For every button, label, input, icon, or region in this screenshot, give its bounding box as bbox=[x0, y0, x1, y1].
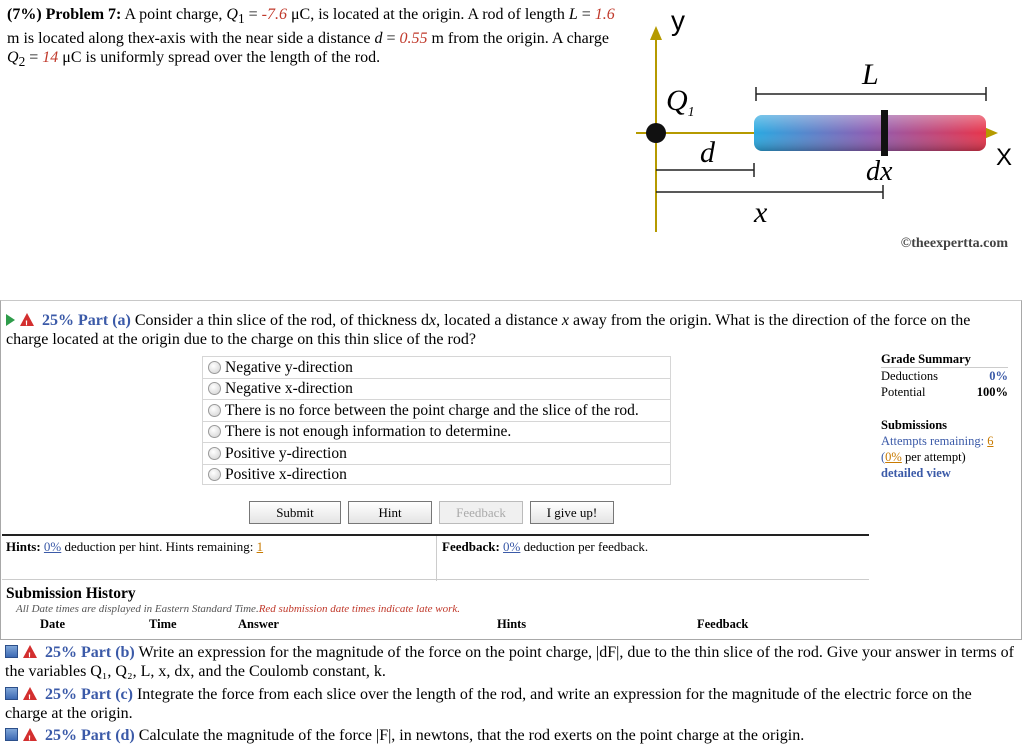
L-diagram-label: L bbox=[862, 58, 879, 91]
feedback-info bbox=[442, 539, 648, 555]
hints-pct: 0% bbox=[43, 539, 62, 554]
q1-symbol: Q bbox=[226, 6, 238, 23]
q1-value: -7.6 bbox=[261, 6, 287, 23]
part-b bbox=[5, 643, 1015, 681]
option-positive-x[interactable] bbox=[202, 464, 671, 486]
submit-button[interactable]: Submit bbox=[249, 501, 341, 524]
radio-button[interactable] bbox=[208, 468, 221, 481]
q2-sub: 2 bbox=[18, 54, 26, 70]
paren-open: ( bbox=[881, 450, 886, 464]
warning-icon bbox=[23, 645, 37, 658]
L-symbol: L bbox=[568, 6, 578, 23]
radio-button[interactable] bbox=[208, 404, 221, 417]
feedback-text: deduction per feedback. bbox=[523, 539, 649, 554]
option-label: Negative x-direction bbox=[225, 380, 353, 398]
problem-text-5: m from the origin. bbox=[431, 29, 549, 47]
problem-text-2: μC, is located at the origin. A rod of length bbox=[290, 6, 565, 23]
action-buttons bbox=[249, 501, 614, 524]
q1-diagram-label: $Q_1$ bbox=[666, 84, 695, 120]
history-note-text: All Date times are displayed in Eastern Standard Time. bbox=[16, 603, 259, 615]
col-date: Date bbox=[40, 617, 65, 631]
problem-text-7: μC is uniformly spread over the length of the rod. bbox=[62, 49, 381, 67]
part-d-text: Calculate the magnitude of the force |F|, in newtons, that the rod exerts on the point charge at the origin. bbox=[138, 727, 805, 744]
problem-text-1: A point charge, bbox=[124, 6, 223, 23]
problem-text-4: -axis with the near side a distance bbox=[154, 29, 371, 47]
problem-header: (7%) Problem 7: bbox=[7, 6, 122, 23]
problem-text bbox=[7, 5, 627, 72]
history-title: Submission History bbox=[6, 585, 136, 602]
part-c bbox=[5, 685, 1015, 723]
per-attempt-text: per attempt) bbox=[904, 450, 966, 464]
part-c-text: Integrate the force from each slice over the length of the rod, and write an expression for the magnitude of the electric force on the charge at the origin. bbox=[5, 686, 972, 722]
copyright-credit: ©theexpertta.com bbox=[900, 236, 1008, 251]
radio-button[interactable] bbox=[208, 361, 221, 374]
option-not-enough-info[interactable] bbox=[202, 421, 671, 443]
feedback-label: Feedback: bbox=[442, 539, 500, 554]
attempts-label: Attempts remaining: bbox=[881, 434, 985, 448]
potential-value: 100% bbox=[976, 385, 1008, 399]
d-value: 0.55 bbox=[399, 29, 428, 47]
part-a-text-1: Consider a thin slice of the rod, of thickness d bbox=[134, 312, 430, 329]
grade-summary-title: Grade Summary bbox=[881, 351, 1008, 368]
option-label: There is not enough information to determine. bbox=[225, 423, 512, 441]
submission-history bbox=[6, 585, 1016, 632]
grade-summary bbox=[881, 351, 1008, 481]
part-d-label[interactable]: 25% Part (d) bbox=[45, 727, 135, 744]
option-negative-y[interactable] bbox=[202, 356, 671, 378]
col-answer: Answer bbox=[238, 617, 279, 631]
hint-button[interactable]: Hint bbox=[348, 501, 432, 524]
y-label: y bbox=[671, 5, 685, 36]
x-label: X bbox=[996, 144, 1013, 171]
eq-1: = bbox=[248, 6, 258, 23]
expand-square-icon[interactable] bbox=[5, 728, 18, 741]
answer-options bbox=[202, 356, 671, 485]
hints-info bbox=[6, 539, 263, 555]
part-a-x: x bbox=[561, 312, 569, 329]
warning-icon bbox=[23, 728, 37, 741]
slice-dx bbox=[881, 110, 888, 156]
option-positive-y[interactable] bbox=[202, 442, 671, 464]
dx-diagram-label: dx bbox=[866, 156, 893, 187]
option-label: Negative y-direction bbox=[225, 358, 353, 376]
part-a-text-3: away from the origin. What is the direction of the force on the charge located at the origin due to the charge on this thin slice of the rod? bbox=[6, 312, 971, 348]
radio-button[interactable] bbox=[208, 447, 221, 460]
part-a-question bbox=[6, 311, 1011, 349]
part-b-text: Write an expression for the magnitude of the force on the point charge, |dF|, due to the thin slice of the rod. Give your answer in terms of the variables Q₁, Q₂, L, x, dx, and the Coulomb constant, k. bbox=[5, 644, 1014, 680]
d-diagram-label: d bbox=[700, 136, 715, 169]
expand-arrow-icon[interactable] bbox=[6, 314, 15, 326]
option-label: There is no force between the point charge and the slice of the rod. bbox=[225, 401, 639, 419]
deductions-value: 0% bbox=[989, 369, 1008, 383]
hints-label: Hints: bbox=[6, 539, 41, 554]
part-b-label[interactable]: 25% Part (b) bbox=[45, 644, 135, 661]
option-no-force[interactable] bbox=[202, 399, 671, 421]
expand-square-icon[interactable] bbox=[5, 687, 18, 700]
per-attempt-pct: 0% bbox=[885, 450, 902, 464]
col-time: Time bbox=[149, 617, 177, 631]
q1-sub: 1 bbox=[237, 11, 245, 27]
part-a-panel bbox=[0, 300, 1022, 640]
divider bbox=[436, 536, 437, 581]
deductions-label: Deductions bbox=[881, 369, 938, 383]
rod-shading bbox=[754, 115, 986, 151]
d-symbol: d bbox=[374, 29, 383, 47]
x-symbol: x bbox=[147, 29, 155, 47]
warning-icon bbox=[20, 313, 34, 326]
problem-statement bbox=[0, 0, 1024, 266]
part-a-dx-x: x bbox=[429, 312, 437, 329]
q2-value: 14 bbox=[42, 49, 59, 67]
hints-remaining: 1 bbox=[256, 539, 264, 554]
history-note bbox=[6, 603, 1016, 615]
potential-label: Potential bbox=[881, 385, 926, 399]
rod-diagram bbox=[636, 0, 1020, 235]
warning-icon bbox=[23, 687, 37, 700]
feedback-pct: 0% bbox=[503, 539, 521, 554]
option-label: Positive x-direction bbox=[225, 465, 347, 483]
col-hints: Hints bbox=[497, 617, 527, 631]
eq-4: = bbox=[29, 49, 39, 67]
x-axis-arrow bbox=[984, 127, 998, 139]
point-charge-icon bbox=[646, 123, 666, 143]
option-negative-x[interactable] bbox=[202, 378, 671, 400]
radio-button[interactable] bbox=[208, 425, 221, 438]
L-value: 1.6 bbox=[594, 6, 615, 23]
detailed-view-link[interactable]: detailed view bbox=[881, 466, 951, 480]
expand-square-icon[interactable] bbox=[5, 645, 18, 658]
option-label: Positive y-direction bbox=[225, 444, 347, 462]
part-c-label[interactable]: 25% Part (c) bbox=[45, 686, 133, 703]
problem-text-6: A charge bbox=[551, 29, 609, 47]
give-up-button[interactable]: I give up! bbox=[530, 501, 614, 524]
problem-text-3: m is located along the bbox=[7, 29, 148, 47]
hints-text: deduction per hint. Hints remaining: bbox=[64, 539, 254, 554]
eq-2: = bbox=[581, 6, 591, 23]
radio-button[interactable] bbox=[208, 382, 221, 395]
history-table bbox=[6, 617, 748, 632]
attempts-value: 6 bbox=[987, 434, 994, 448]
x-distance-label: x bbox=[754, 196, 768, 229]
feedback-button[interactable]: Feedback bbox=[439, 501, 523, 524]
part-d bbox=[5, 726, 1015, 745]
part-a-label: 25% Part (a) bbox=[42, 312, 131, 329]
submissions-title: Submissions bbox=[881, 418, 948, 432]
col-feedback: Feedback bbox=[697, 617, 749, 631]
hint-feedback-bar bbox=[2, 534, 869, 580]
eq-3: = bbox=[386, 29, 396, 47]
part-a-text-2: , located a distance bbox=[436, 312, 558, 329]
history-header-row bbox=[6, 617, 748, 632]
q2-symbol: Q bbox=[7, 49, 19, 67]
y-axis-arrow bbox=[650, 26, 662, 40]
history-late-note: Red submission date times indicate late work. bbox=[258, 603, 461, 615]
